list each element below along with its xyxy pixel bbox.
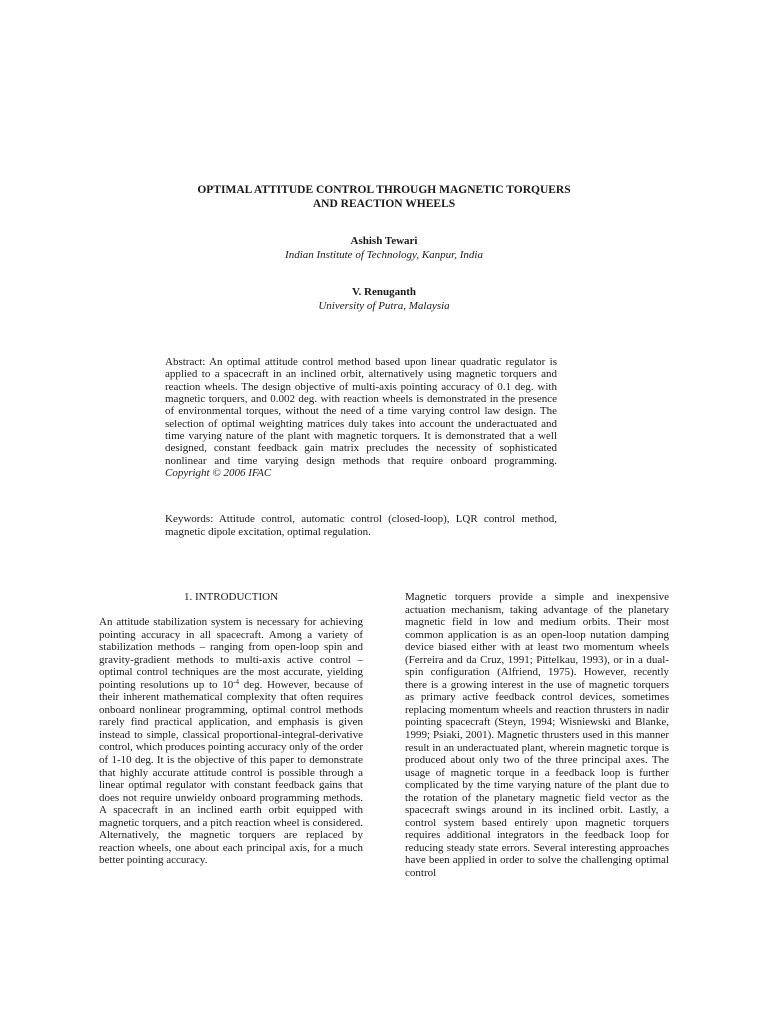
author-block-2	[120, 286, 648, 313]
exponent: -4	[233, 677, 240, 686]
intro-paragraph-1b: deg. However, because of their inherent mathematical complexity that often requires onboard nonlinear programming, optimal control methods rarely find practical application, and emphasis is given instead to simple, classical proportional-integral-derivative control, which produces pointing accuracy only of the order of 1-10 deg. It is the objective of this paper to demonstrate that highly accurate attitude control is possible through a linear optimal regulator with constant feedback gains that does not require unwieldy onboard programming methods. A spacecraft in an inclined earth orbit equipped with magnetic torquers, and a pitch reaction wheel is considered. Alternatively, the magnetic torquers are replaced by reaction wheels, one about each principal axis, for a much better pointing accuracy.	[99, 678, 364, 867]
copyright-notice: Copyright © 2006 IFAC	[165, 467, 272, 480]
title-line-2: AND REACTION WHEELS	[312, 198, 456, 210]
author-affiliation: University of Putra, Malaysia	[318, 299, 450, 312]
intro-left-column	[99, 616, 363, 867]
intro-right-column	[405, 591, 669, 880]
paper-title	[120, 183, 648, 211]
keywords: Keywords: Attitude control, automatic control (closed-loop), LQR control method, magnetic dipole excitation, optimal regulation.	[165, 513, 557, 538]
intro-paragraph-1a: An attitude stabilization system is necessary for achieving pointing accuracy in all spacecraft. Among a variety of stabilization methods – ranging from open-loop spin and gravity-gradient methods to multi-axis active control – optimal control techniques are the most accurate, yielding pointing resolutions up to 10	[99, 616, 363, 691]
intro-paragraph-2: Magnetic torquers provide a simple and inexpensive actuation mechanism, taking advantage of the planetary magnetic field in low and medium orbits. Their most common application is as an open-loop nutation damping device biased either with at least two momentum wheels (Ferreira and da Cruz, 1991; Pittelkau, 1993), or in a dual-spin configuration (Alfriend, 1975). However, recently there is a growing interest in the use of magnetic torquers as primary active feedback control devices, sometimes replacing momentum wheels and reaction thrusters in nadir pointing spacecraft (Steyn, 1994; Wisniewski and Blanke, 1999; Psiaki, 2001). Magnetic thrusters used in this manner result in an underactuated plant, wherein magnetic torque is produced about only two of the three principal axes. The usage of magnetic torque in a feedback loop is further complicated by the time varying nature of the plant due to the rotation of the planetary magnetic field vector as the spacecraft swings around in its inclined orbit. Lastly, a control system based entirely upon magnetic torquers requires additional integrators in the feedback loop for reducing steady state errors. Several interesting approaches have been applied in order to solve the challenging optimal control	[405, 591, 669, 880]
author-block-1	[120, 235, 648, 262]
author-name: V. Renuganth	[352, 286, 416, 298]
title-line-1: OPTIMAL ATTITUDE CONTROL THROUGH MAGNETIC TORQUERS	[197, 184, 571, 196]
author-affiliation: Indian Institute of Technology, Kanpur, India	[285, 248, 483, 261]
abstract	[165, 356, 557, 479]
abstract-text: Abstract: An optimal attitude control method based upon linear quadratic regulator is applied to a spacecraft in an inclined orbit, alternatively using magnetic torquers and reaction wheels. The design objective of multi-axis pointing accuracy of 0.1 deg. with magnetic torquers, and 0.002 deg. with reaction wheels is demonstrated in the presence of environmental torques, without the need of a time varying control law design. The selection of optimal weighting matrices duly takes into account the underactuated and time varying nature of the plant with magnetic torquers. It is demonstrated that a well designed, constant feedback gain matrix precludes the necessity of sophisticated nonlinear and time varying design methods that require onboard programming.	[165, 356, 557, 467]
section-heading-introduction: 1. INTRODUCTION	[183, 591, 279, 603]
author-name: Ashish Tewari	[350, 235, 418, 247]
